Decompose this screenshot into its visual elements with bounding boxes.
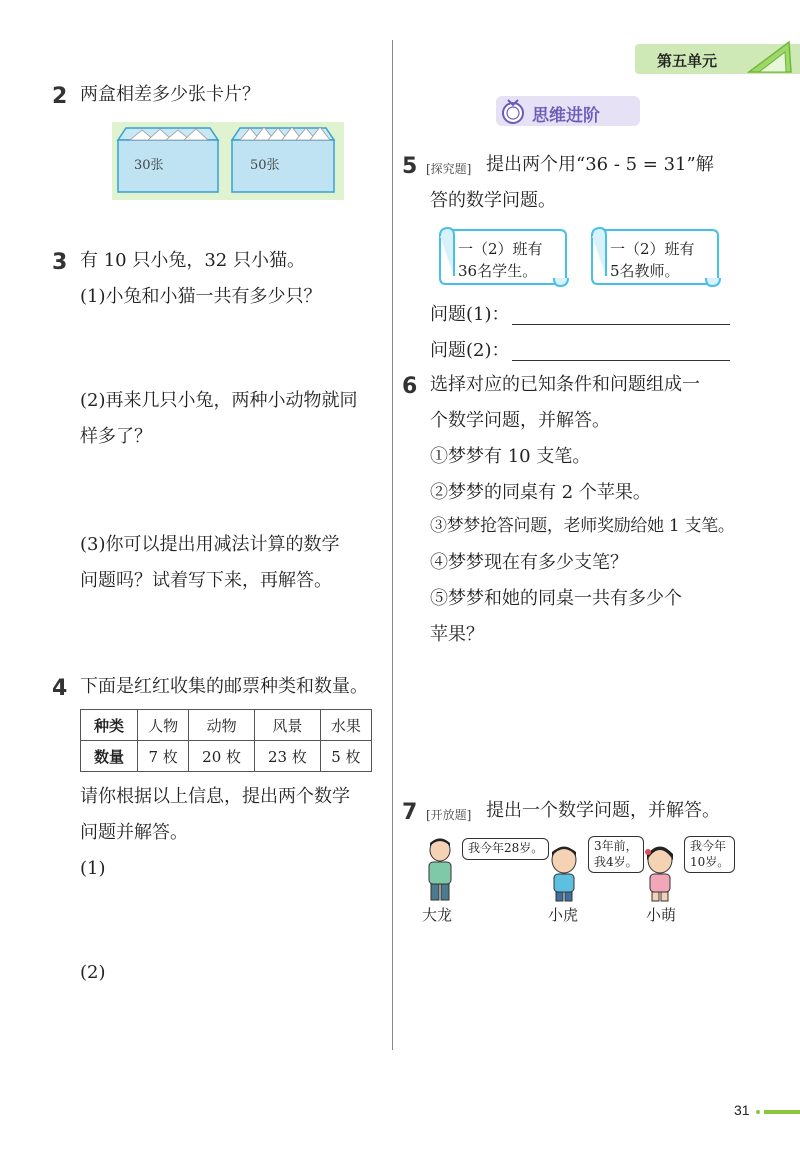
question-3-part-2-line-2: 样多了？ [80, 426, 152, 447]
card-1-line-1: 一（2）班有 [458, 240, 543, 258]
question-5-tag: [探究题] [426, 162, 472, 176]
question-4-answer-2: (2) [80, 962, 106, 983]
table-header-cell: 种类 [81, 710, 138, 741]
speech-bubble-2 [588, 836, 644, 873]
question-7-text: 提出一个数学问题，并解答。 [486, 800, 720, 821]
column-divider [392, 40, 393, 1050]
speech-bubble-3-line-1: 我今年 [690, 839, 727, 853]
box-2-label: 50张 [250, 158, 280, 173]
question-number-6: 6 [402, 374, 418, 399]
question-4-ask-line-2: 问题并解答。 [80, 822, 188, 843]
question-4-ask-line-1: 请你根据以上信息，提出两个数学 [80, 786, 350, 807]
xiaohu-figure [544, 846, 586, 902]
question-number-4: 4 [52, 676, 68, 701]
question-5-blank-1-label: 问题(1)： [430, 304, 510, 325]
table-cell: 人物 [138, 710, 189, 741]
table-cell: 7 枚 [138, 741, 189, 772]
speech-bubble-3-line-2: 10岁。 [690, 854, 730, 869]
table-cell: 水果 [320, 710, 371, 741]
section-title: 思维进阶 [532, 106, 600, 126]
answer-line-1[interactable] [512, 324, 730, 325]
speech-bubble-3 [684, 836, 735, 873]
option-2: ②梦梦的同桌有 2 个苹果。 [430, 482, 651, 503]
table-cell: 风景 [254, 710, 320, 741]
question-3-part-2-line-1: (2)再来几只小兔，两种小动物就同 [80, 390, 358, 411]
ruler-icon [745, 38, 795, 76]
table-row [81, 741, 372, 772]
question-number-5: 5 [402, 154, 418, 179]
question-3-part-3-line-2: 问题吗？试着写下来，再解答。 [80, 570, 332, 591]
page-number: 31 [734, 1102, 750, 1118]
table-cell: 20 枚 [189, 741, 255, 772]
question-3-part-1: (1)小兔和小猫一共有多少只？ [80, 286, 322, 307]
stamps-table [80, 709, 372, 772]
speech-bubble-2-line-1: 3年前， [594, 839, 638, 853]
question-4-answer-1: (1) [80, 858, 106, 879]
question-3-text: 有 10 只小兔，32 只小猫。 [80, 250, 305, 271]
medal-icon [500, 97, 526, 125]
question-3-part-3-line-1: (3)你可以提出用减法计算的数学 [80, 534, 340, 555]
question-number-2: 2 [52, 84, 68, 109]
answer-line-2[interactable] [512, 360, 730, 361]
page-dot [756, 1110, 760, 1114]
character-name-1: 大龙 [422, 906, 453, 924]
speech-bubble-1: 我今年28岁。 [462, 838, 549, 860]
question-5-line-1: 提出两个用“36 - 5 = 31”解 [486, 154, 714, 175]
xiaomeng-figure [640, 846, 682, 902]
question-6-line-1: 选择对应的已知条件和问题组成一 [430, 374, 700, 395]
table-row [81, 710, 372, 741]
table-cell: 5 枚 [320, 741, 371, 772]
question-number-3: 3 [52, 250, 68, 275]
box-1-label: 30张 [134, 158, 164, 173]
question-number-7: 7 [402, 800, 418, 825]
unit-label: 第五单元 [657, 52, 718, 70]
card-1-line-2: 36名学生。 [458, 262, 538, 280]
info-card-2 [590, 226, 722, 288]
option-5-line-2: 苹果？ [430, 624, 484, 645]
section-banner [496, 96, 640, 126]
table-cell: 23 枚 [254, 741, 320, 772]
option-3: ③梦梦抢答问题，老师奖励给她 1 支笔。 [430, 516, 735, 536]
question-6-line-2: 个数学问题，并解答。 [430, 410, 610, 431]
question-2-text: 两盒相差多少张卡片？ [80, 84, 260, 105]
character-name-2: 小虎 [548, 906, 579, 924]
card-2-line-1: 一（2）班有 [610, 240, 695, 258]
question-7-tag: [开放题] [426, 808, 472, 822]
question-5-blank-2-label: 问题(2)： [430, 340, 510, 361]
option-4: ④梦梦现在有多少支笔？ [430, 552, 628, 573]
question-4-text: 下面是红红收集的邮票种类和数量。 [80, 676, 368, 697]
card-2-line-2: 5名教师。 [610, 262, 680, 280]
table-cell: 动物 [189, 710, 255, 741]
option-5-line-1: ⑤梦梦和她的同桌一共有多少个 [430, 588, 682, 609]
character-name-3: 小萌 [646, 906, 677, 924]
unit-tab [635, 44, 800, 74]
speech-bubble-2-line-2: 我4岁。 [594, 854, 638, 869]
page-bar [764, 1110, 800, 1114]
table-header-cell: 数量 [81, 741, 138, 772]
info-card-1 [438, 226, 570, 288]
question-5-line-2: 答的数学问题。 [430, 190, 556, 211]
option-1: ①梦梦有 10 支笔。 [430, 446, 591, 467]
dalong-figure [420, 838, 464, 902]
card-boxes-illustration [112, 122, 344, 200]
